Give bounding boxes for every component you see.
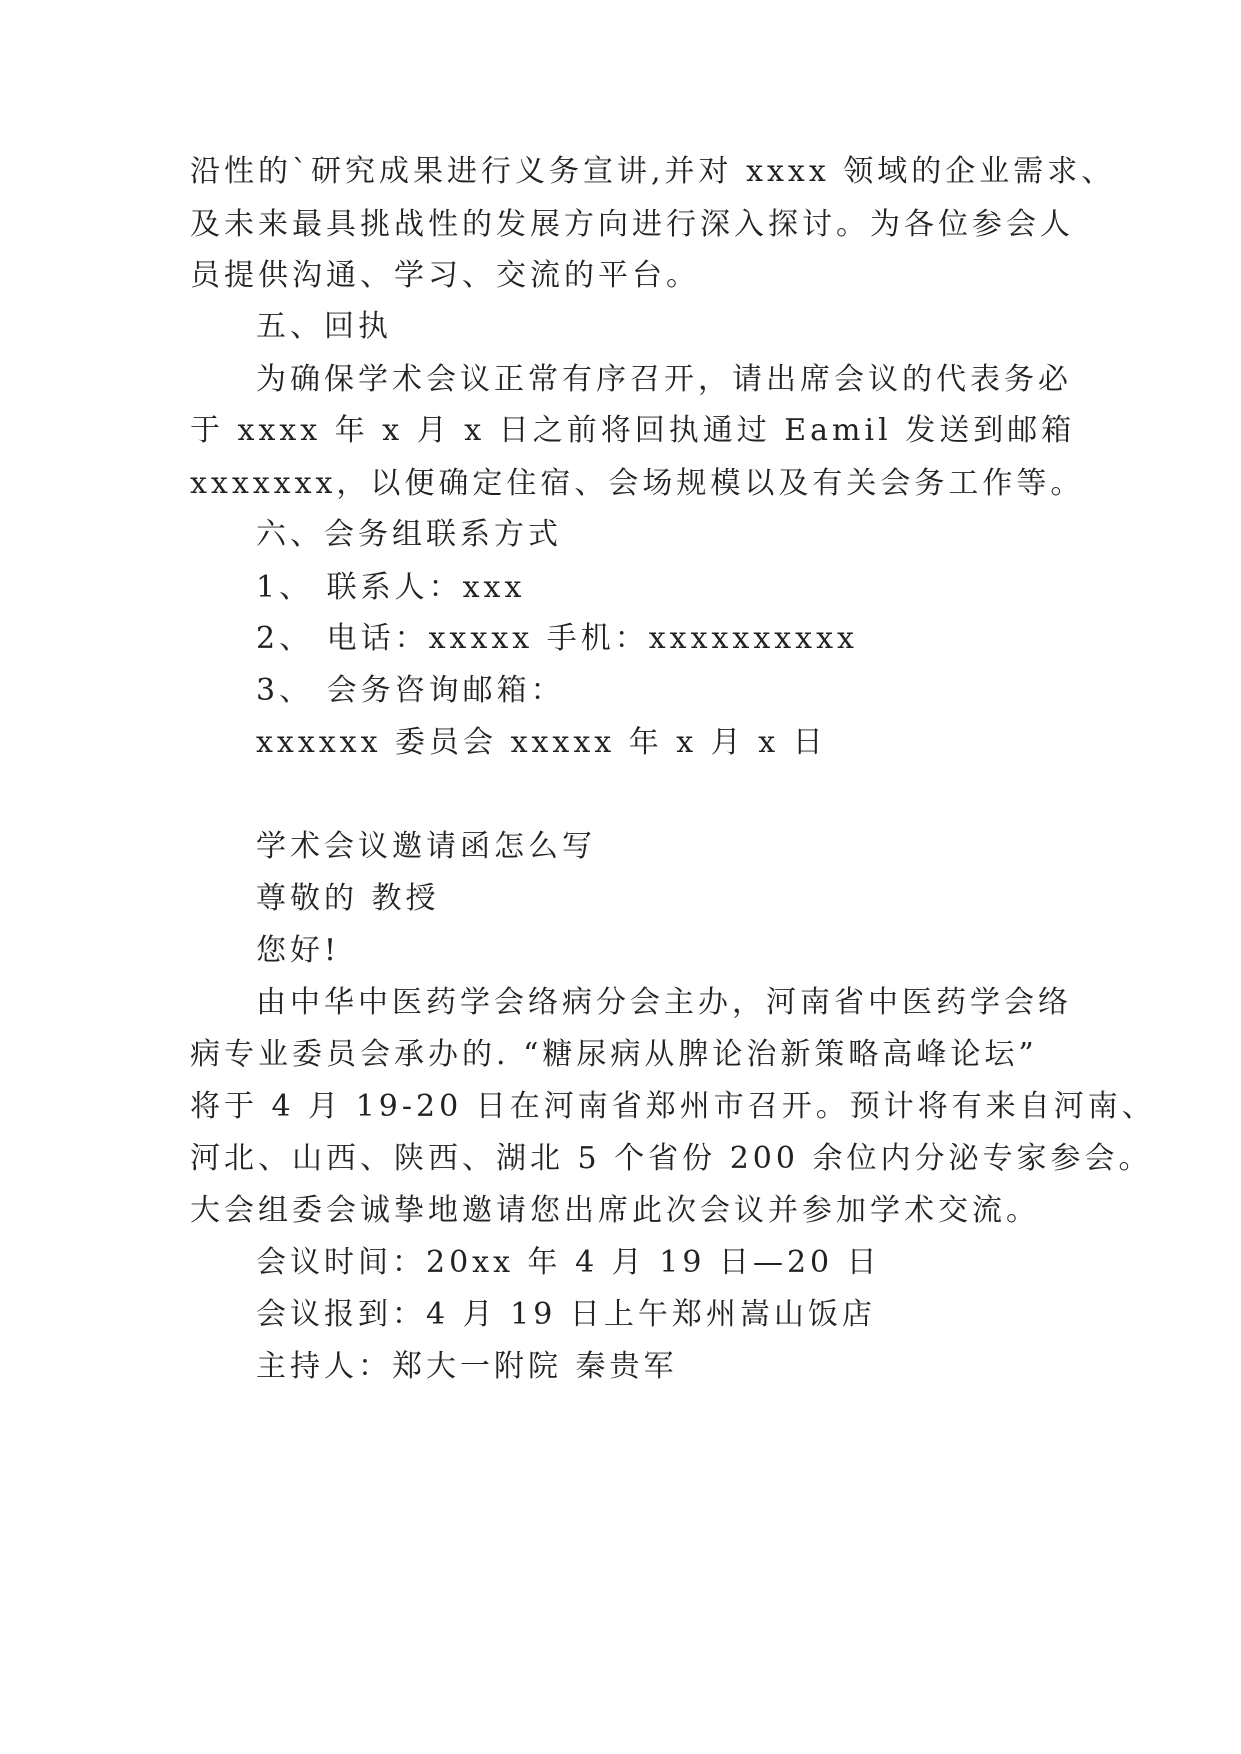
- section-5-heading: 五、回执: [256, 309, 392, 344]
- contact-person: 1、 联系人：xxx: [256, 570, 526, 605]
- body-line-3: 将于 4 月 19-20 日在河南省郑州市召开。预计将有来自河南、: [190, 1089, 1156, 1124]
- contact-phone: 2、 电话：xxxxx 手机：xxxxxxxxxx: [256, 621, 858, 656]
- section-6-heading: 六、会务组联系方式: [256, 517, 562, 552]
- section-5-line-1: 为确保学术会议正常有序召开，请出席会议的代表务必: [256, 362, 1072, 397]
- intro-line-3: 员提供沟通、学习、交流的平台。: [190, 258, 700, 293]
- meeting-time: 会议时间：20xx 年 4 月 19 日—20 日: [256, 1245, 881, 1280]
- meeting-host: 主持人：郑大一附院 秦贵军: [256, 1349, 678, 1384]
- invitation-title: 学术会议邀请函怎么写: [256, 829, 596, 864]
- body-line-2: 病专业委员会承办的. “糖尿病从脾论治新策略高峰论坛”: [190, 1037, 1038, 1072]
- contact-email: 3、 会务咨询邮箱：: [256, 673, 565, 708]
- body-line-4: 河北、山西、陕西、湖北 5 个省份 200 余位内分泌专家参会。: [190, 1141, 1153, 1176]
- body-line-1: 由中华中医药学会络病分会主办，河南省中医药学会络: [256, 985, 1072, 1020]
- section-5-line-2: 于 xxxx 年 x 月 x 日之前将回执通过 Eamil 发送到邮箱: [190, 413, 1076, 448]
- greeting: 您好!: [256, 933, 341, 968]
- body-line-5: 大会组委会诚挚地邀请您出席此次会议并参加学术交流。: [190, 1193, 1040, 1228]
- signature-line: xxxxxx 委员会 xxxxx 年 x 月 x 日: [256, 725, 827, 760]
- intro-line-2: 及未来最具挑战性的发展方向进行深入探讨。为各位参会人: [190, 207, 1074, 242]
- section-5-line-3: xxxxxxx，以便确定住宿、会场规模以及有关会务工作等。: [190, 466, 1085, 501]
- intro-line-1: 沿性的`研究成果进行义务宣讲,并对 xxxx 领域的企业需求、: [190, 154, 1116, 189]
- salutation: 尊敬的 教授: [256, 881, 440, 916]
- meeting-registration: 会议报到：4 月 19 日上午郑州嵩山饭店: [256, 1297, 876, 1332]
